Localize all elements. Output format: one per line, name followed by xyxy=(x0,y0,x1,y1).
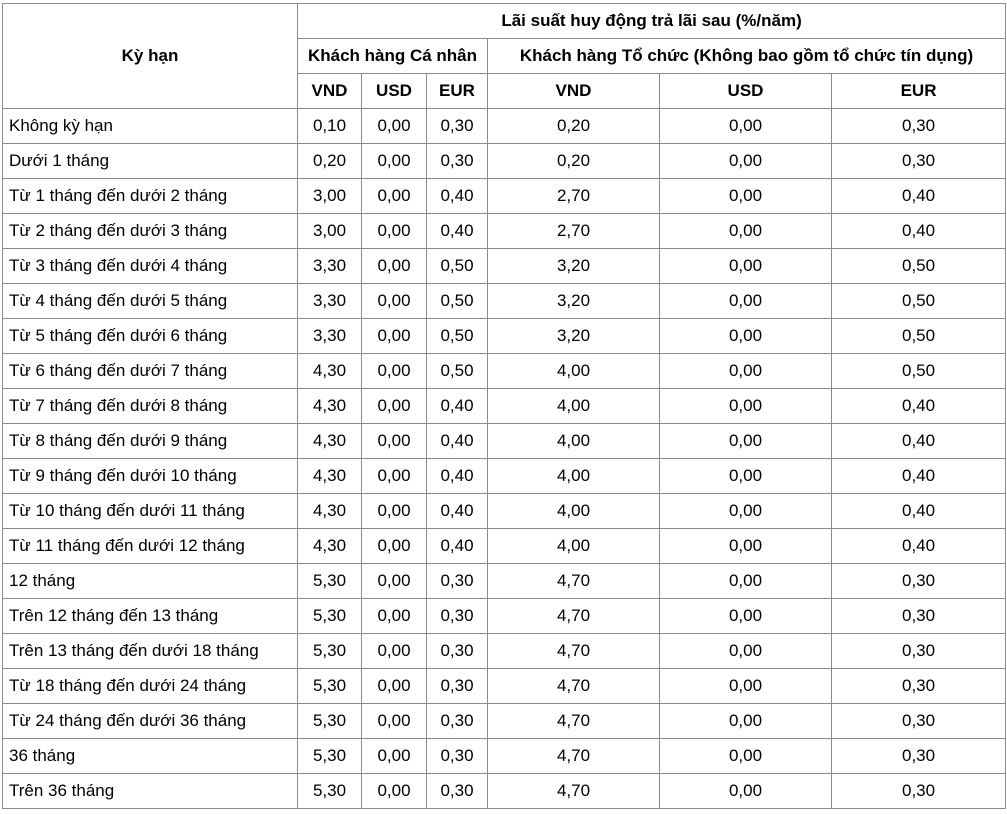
rate-cell: 3,00 xyxy=(298,179,362,214)
term-cell: Từ 3 tháng đến dưới 4 tháng xyxy=(3,249,298,284)
rate-cell: 0,00 xyxy=(362,564,427,599)
rate-cell: 0,30 xyxy=(427,599,488,634)
rate-cell: 0,00 xyxy=(362,599,427,634)
rate-cell: 0,40 xyxy=(832,179,1006,214)
rate-cell: 0,30 xyxy=(832,739,1006,774)
rate-cell: 0,40 xyxy=(427,494,488,529)
rate-cell: 0,00 xyxy=(362,634,427,669)
rate-cell: 4,30 xyxy=(298,459,362,494)
rate-cell: 4,30 xyxy=(298,354,362,389)
table-row xyxy=(3,739,1006,774)
rate-cell: 0,00 xyxy=(362,669,427,704)
rate-cell: 0,10 xyxy=(298,109,362,144)
rate-cell: 0,40 xyxy=(832,459,1006,494)
currency-header: VND xyxy=(298,74,362,109)
term-cell: Không kỳ hạn xyxy=(3,109,298,144)
rate-cell: 4,70 xyxy=(488,564,660,599)
rate-cell: 0,30 xyxy=(427,704,488,739)
rate-cell: 0,20 xyxy=(488,109,660,144)
rate-cell: 0,00 xyxy=(660,669,832,704)
rate-cell: 0,00 xyxy=(660,459,832,494)
header-row-1 xyxy=(3,4,1006,39)
currency-header: USD xyxy=(362,74,427,109)
rate-cell: 4,30 xyxy=(298,494,362,529)
rate-cell: 0,40 xyxy=(832,529,1006,564)
rate-cell: 0,30 xyxy=(832,774,1006,809)
rate-cell: 0,30 xyxy=(832,634,1006,669)
rate-cell: 0,00 xyxy=(362,704,427,739)
rate-cell: 0,00 xyxy=(362,249,427,284)
table-row xyxy=(3,179,1006,214)
rate-cell: 5,30 xyxy=(298,564,362,599)
rate-cell: 4,00 xyxy=(488,389,660,424)
rate-cell: 0,30 xyxy=(832,109,1006,144)
rate-cell: 0,50 xyxy=(427,249,488,284)
rate-cell: 0,20 xyxy=(298,144,362,179)
rate-cell: 3,30 xyxy=(298,284,362,319)
table-row xyxy=(3,109,1006,144)
table-row xyxy=(3,214,1006,249)
table-row xyxy=(3,284,1006,319)
currency-header: USD xyxy=(660,74,832,109)
rate-cell: 0,30 xyxy=(832,704,1006,739)
term-cell: 12 tháng xyxy=(3,564,298,599)
rate-cell: 5,30 xyxy=(298,704,362,739)
rate-cell: 0,40 xyxy=(832,494,1006,529)
rate-cell: 0,00 xyxy=(362,424,427,459)
table-row xyxy=(3,529,1006,564)
rate-cell: 0,50 xyxy=(832,354,1006,389)
interest-rate-table xyxy=(2,3,1006,809)
rate-cell: 0,20 xyxy=(488,144,660,179)
rate-cell: 4,70 xyxy=(488,634,660,669)
rate-cell: 0,30 xyxy=(427,634,488,669)
rate-cell: 0,00 xyxy=(660,144,832,179)
rate-cell: 4,00 xyxy=(488,459,660,494)
rate-cell: 0,00 xyxy=(660,424,832,459)
table-row xyxy=(3,459,1006,494)
rate-cell: 0,00 xyxy=(362,494,427,529)
rate-cell: 5,30 xyxy=(298,774,362,809)
table-row xyxy=(3,424,1006,459)
rate-cell: 0,00 xyxy=(362,389,427,424)
rate-cell: 0,30 xyxy=(427,774,488,809)
term-cell: Trên 12 tháng đến 13 tháng xyxy=(3,599,298,634)
table-row xyxy=(3,319,1006,354)
rate-cell: 0,50 xyxy=(832,319,1006,354)
rate-cell: 0,30 xyxy=(427,144,488,179)
rate-cell: 0,50 xyxy=(427,354,488,389)
rate-cell: 0,00 xyxy=(362,214,427,249)
rate-cell: 0,00 xyxy=(362,774,427,809)
rate-cell: 3,30 xyxy=(298,319,362,354)
term-cell: Từ 6 tháng đến dưới 7 tháng xyxy=(3,354,298,389)
rate-cell: 3,30 xyxy=(298,249,362,284)
rate-cell: 0,00 xyxy=(660,179,832,214)
rate-cell: 3,20 xyxy=(488,249,660,284)
rate-cell: 0,00 xyxy=(660,494,832,529)
term-cell: Từ 5 tháng đến dưới 6 tháng xyxy=(3,319,298,354)
rate-cell: 4,30 xyxy=(298,424,362,459)
rate-cell: 3,20 xyxy=(488,319,660,354)
rate-cell: 0,40 xyxy=(427,389,488,424)
rate-cell: 4,30 xyxy=(298,389,362,424)
rate-cell: 0,00 xyxy=(660,704,832,739)
rate-cell: 4,00 xyxy=(488,424,660,459)
rate-cell: 0,00 xyxy=(660,739,832,774)
table-row xyxy=(3,354,1006,389)
rate-cell: 4,30 xyxy=(298,529,362,564)
rate-cell: 0,00 xyxy=(362,354,427,389)
rate-cell: 4,00 xyxy=(488,494,660,529)
rate-cell: 0,00 xyxy=(660,214,832,249)
term-cell: Từ 24 tháng đến dưới 36 tháng xyxy=(3,704,298,739)
currency-header: VND xyxy=(488,74,660,109)
rate-cell: 0,40 xyxy=(832,389,1006,424)
table-row xyxy=(3,249,1006,284)
rate-cell: 0,00 xyxy=(362,319,427,354)
rate-cell: 2,70 xyxy=(488,214,660,249)
term-cell: Trên 13 tháng đến dưới 18 tháng xyxy=(3,634,298,669)
table-row xyxy=(3,599,1006,634)
term-header: Kỳ hạn xyxy=(3,4,298,109)
rate-cell: 0,00 xyxy=(660,774,832,809)
rate-cell: 0,30 xyxy=(832,669,1006,704)
term-cell: Từ 4 tháng đến dưới 5 tháng xyxy=(3,284,298,319)
rate-cell: 0,40 xyxy=(427,459,488,494)
rate-cell: 0,00 xyxy=(362,144,427,179)
rate-cell: 4,00 xyxy=(488,529,660,564)
term-cell: Từ 11 tháng đến dưới 12 tháng xyxy=(3,529,298,564)
rate-cell: 0,00 xyxy=(362,459,427,494)
rate-cell: 0,50 xyxy=(832,249,1006,284)
rate-cell: 0,50 xyxy=(832,284,1006,319)
rate-cell: 3,20 xyxy=(488,284,660,319)
term-cell: Từ 10 tháng đến dưới 11 tháng xyxy=(3,494,298,529)
rate-cell: 0,00 xyxy=(660,319,832,354)
rate-cell: 0,00 xyxy=(660,249,832,284)
rate-cell: 0,40 xyxy=(427,179,488,214)
rate-cell: 0,00 xyxy=(660,529,832,564)
rate-cell: 0,30 xyxy=(427,564,488,599)
rate-cell: 5,30 xyxy=(298,599,362,634)
term-cell: Từ 7 tháng đến dưới 8 tháng xyxy=(3,389,298,424)
rate-cell: 4,00 xyxy=(488,354,660,389)
table-row xyxy=(3,494,1006,529)
rate-cell: 4,70 xyxy=(488,599,660,634)
rate-cell: 0,00 xyxy=(362,739,427,774)
rate-cell: 3,00 xyxy=(298,214,362,249)
rate-cell: 0,40 xyxy=(427,424,488,459)
term-cell: 36 tháng xyxy=(3,739,298,774)
rate-cell: 4,70 xyxy=(488,704,660,739)
rate-cell: 0,40 xyxy=(427,214,488,249)
table-body xyxy=(3,109,1006,809)
rate-cell: 0,30 xyxy=(427,669,488,704)
term-cell: Từ 8 tháng đến dưới 9 tháng xyxy=(3,424,298,459)
currency-header: EUR xyxy=(427,74,488,109)
rate-cell: 0,00 xyxy=(660,389,832,424)
rate-cell: 4,70 xyxy=(488,739,660,774)
individual-header: Khách hàng Cá nhân xyxy=(298,39,488,74)
rate-cell: 0,00 xyxy=(660,634,832,669)
rate-cell: 0,00 xyxy=(660,564,832,599)
rate-cell: 0,00 xyxy=(362,529,427,564)
term-cell: Từ 9 tháng đến dưới 10 tháng xyxy=(3,459,298,494)
rate-cell: 0,50 xyxy=(427,319,488,354)
term-cell: Từ 2 tháng đến dưới 3 tháng xyxy=(3,214,298,249)
rate-cell: 0,40 xyxy=(832,214,1006,249)
table-row xyxy=(3,634,1006,669)
rate-cell: 5,30 xyxy=(298,739,362,774)
rate-cell: 5,30 xyxy=(298,634,362,669)
rate-cell: 2,70 xyxy=(488,179,660,214)
rate-header: Lãi suất huy động trả lãi sau (%/năm) xyxy=(298,4,1006,39)
rate-cell: 0,00 xyxy=(660,599,832,634)
term-cell: Trên 36 tháng xyxy=(3,774,298,809)
term-cell: Từ 1 tháng đến dưới 2 tháng xyxy=(3,179,298,214)
rate-cell: 0,00 xyxy=(362,179,427,214)
table-row xyxy=(3,669,1006,704)
table-row xyxy=(3,389,1006,424)
rate-cell: 0,30 xyxy=(832,564,1006,599)
rate-cell: 0,40 xyxy=(832,424,1006,459)
rate-cell: 4,70 xyxy=(488,774,660,809)
table-row xyxy=(3,774,1006,809)
currency-header: EUR xyxy=(832,74,1006,109)
term-cell: Từ 18 tháng đến dưới 24 tháng xyxy=(3,669,298,704)
rate-cell: 0,40 xyxy=(427,529,488,564)
rate-cell: 0,30 xyxy=(427,739,488,774)
table-row xyxy=(3,704,1006,739)
organization-header: Khách hàng Tổ chức (Không bao gồm tổ chức tín dụng) xyxy=(488,39,1006,74)
table-row xyxy=(3,144,1006,179)
term-cell: Dưới 1 tháng xyxy=(3,144,298,179)
rate-cell: 0,00 xyxy=(660,284,832,319)
rate-cell: 5,30 xyxy=(298,669,362,704)
rate-cell: 0,30 xyxy=(832,599,1006,634)
rate-cell: 4,70 xyxy=(488,669,660,704)
rate-cell: 0,00 xyxy=(660,109,832,144)
rate-cell: 0,30 xyxy=(427,109,488,144)
rate-cell: 0,00 xyxy=(660,354,832,389)
table-row xyxy=(3,564,1006,599)
rate-cell: 0,50 xyxy=(427,284,488,319)
rate-cell: 0,00 xyxy=(362,109,427,144)
rate-cell: 0,00 xyxy=(362,284,427,319)
rate-cell: 0,30 xyxy=(832,144,1006,179)
